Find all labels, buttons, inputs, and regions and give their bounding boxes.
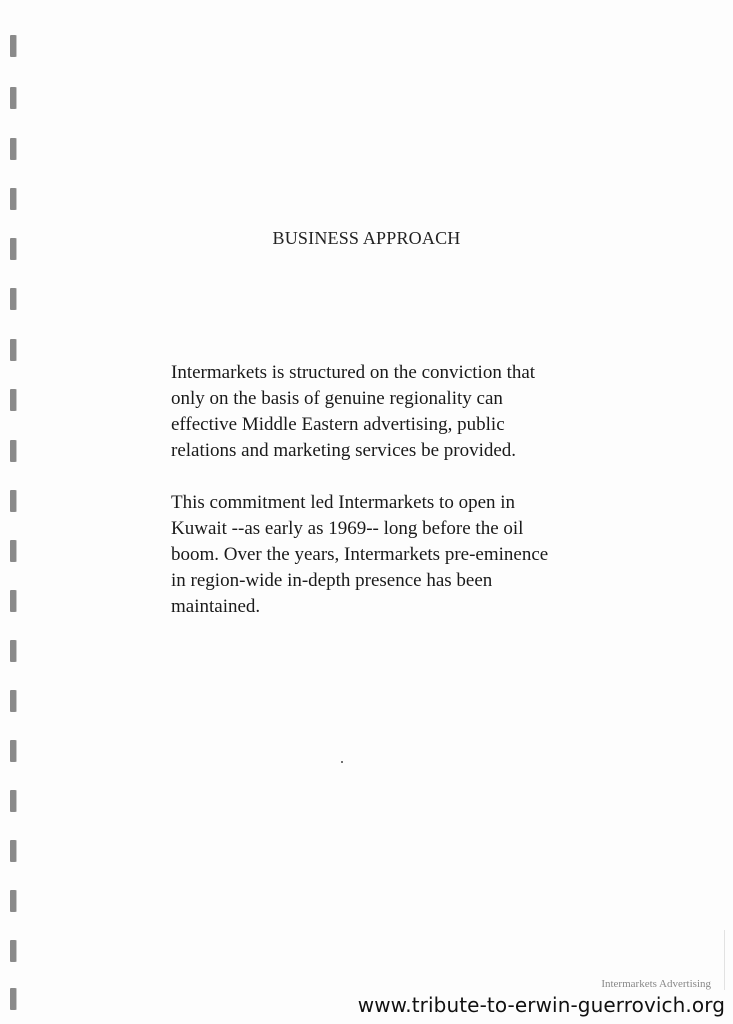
binding-hole [10, 35, 16, 57]
binding-hole [10, 640, 16, 662]
binding-hole [10, 540, 16, 562]
binding-hole [10, 890, 16, 912]
binding-hole [10, 790, 16, 812]
body-paragraph: This commitment led Intermarkets to open in Kuwait --as early as 1969-- long before the oil boom. Over the years, Intermarkets pre-eminence in region-wide in-depth presence has been maintained. [171, 492, 549, 617]
binding-hole [10, 389, 16, 411]
document-title [0, 228, 733, 249]
document-body [171, 360, 641, 620]
binding-hole [10, 988, 16, 1010]
binding-hole [10, 840, 16, 862]
binding-holes [10, 0, 22, 1024]
document-title-text: BUSINESS APPROACH [272, 228, 461, 248]
binding-hole [10, 87, 16, 109]
binding-hole [10, 940, 16, 962]
binding-hole [10, 440, 16, 462]
binding-hole [10, 288, 16, 310]
binding-hole [10, 690, 16, 712]
scan-speck [341, 761, 343, 763]
binding-hole [10, 490, 16, 512]
binding-hole [10, 740, 16, 762]
footer-company-label: Intermarkets Advertising [601, 978, 711, 990]
binding-hole [10, 188, 16, 210]
footer-url: www.tribute-to-erwin-guerrovich.org [357, 993, 725, 1017]
binding-hole [10, 590, 16, 612]
binding-hole [10, 138, 16, 160]
binding-hole [10, 339, 16, 361]
body-paragraph: Intermarkets is structured on the conviction that only on the basis of genuine regionality can effective Middle Eastern advertising, public relations and marketing services be provided. [171, 362, 536, 461]
page-edge-mark [724, 930, 725, 990]
